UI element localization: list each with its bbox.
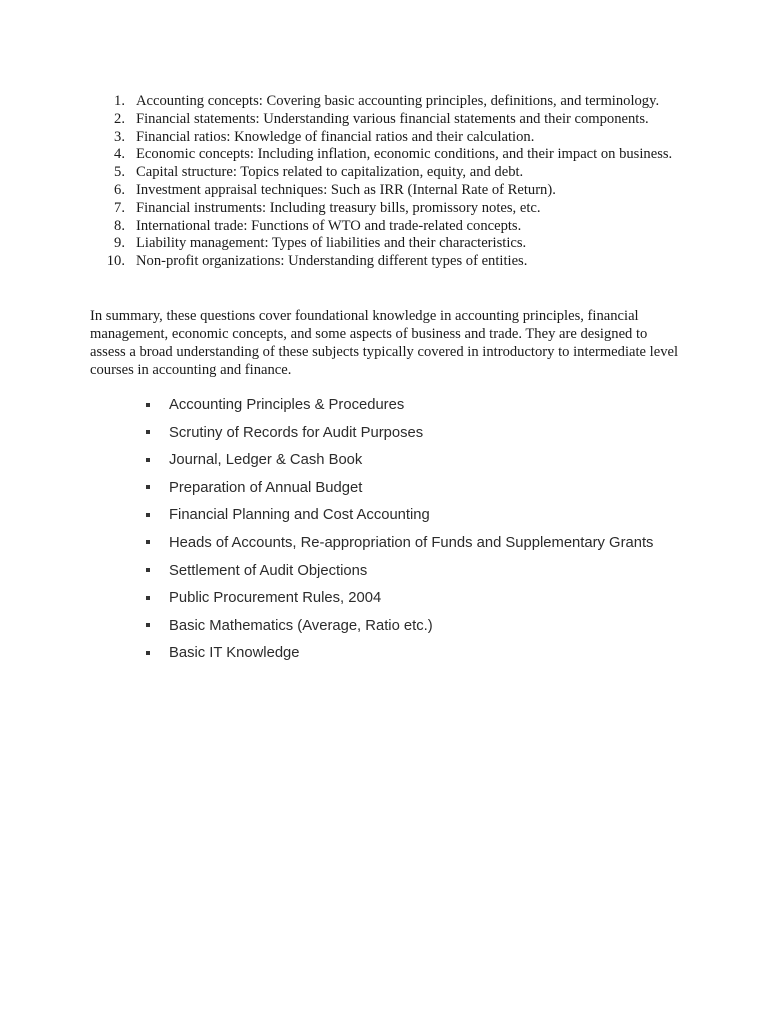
list-number: 7. [114,199,125,216]
list-number: 5. [114,164,125,181]
bullet-item-text: Accounting Principles & Procedures [169,397,405,413]
bullet-item [90,478,710,506]
square-bullet-icon [146,651,150,655]
bullet-item [90,533,710,561]
list-item [90,253,690,271]
list-number: 9. [114,235,125,252]
list-item-text: Investment appraisal techniques: Such as IRR (Internal Rate of Return). [136,181,556,198]
bullet-item [90,450,710,478]
bullet-item-text: Heads of Accounts, Re-appropriation of Funds and Supplementary Grants [169,534,654,551]
bullet-item-text: Settlement of Audit Objections [169,562,368,579]
list-item-text: Financial statements: Understanding various financial statements and their components. [136,110,649,127]
list-number: 6. [114,181,125,198]
bullet-item [90,505,710,533]
square-bullet-icon [146,596,150,600]
list-item [90,200,690,218]
list-number: 4. [114,146,125,163]
list-item-text: International trade: Functions of WTO and trade-related concepts. [136,217,522,234]
list-number: 3. [114,128,125,145]
bullet-item-text: Public Procurement Rules, 2004 [169,590,382,607]
square-bullet-icon [146,403,150,407]
list-item-text: Non-profit organizations: Understanding different types of entities. [136,253,528,270]
list-item [90,146,690,164]
square-bullet-icon [146,540,150,544]
bullet-item [90,616,710,644]
list-item-text: Financial ratios: Knowledge of financial ratios and their calculation. [136,128,535,145]
bullet-item-text: Basic Mathematics (Average, Ratio etc.) [169,617,433,634]
list-item [90,218,690,236]
list-number: 1. [114,93,125,109]
list-item [90,164,690,182]
list-item-text: Economic concepts: Including inflation, economic conditions, and their impact on business. [136,146,673,163]
summary-paragraph: In summary, these questions cover foundational knowledge in accounting principles, financial management, economic concepts, and some aspects of business and trade. They are designed to assess a broad understanding of these subjects typically covered in introductory to intermediate level courses in accounting and finance. [90,308,679,378]
list-number: 10. [106,253,125,270]
bullet-item-text: Preparation of Annual Budget [169,479,363,496]
list-item [90,235,690,253]
square-bullet-icon [146,568,150,572]
list-item-text: Financial instruments: Including treasury bills, promissory notes, etc. [136,199,541,216]
bullet-item [90,561,710,589]
bullet-item [90,588,710,616]
square-bullet-icon [146,485,150,489]
square-bullet-icon [146,513,150,517]
bullet-item [90,423,710,451]
bullet-item-text: Financial Planning and Cost Accounting [169,507,430,524]
square-bullet-icon [146,430,150,434]
bullet-item-text: Basic IT Knowledge [169,645,300,662]
bullet-item [90,643,710,671]
bullet-item [90,395,710,423]
list-number: 2. [114,110,125,127]
square-bullet-icon [146,623,150,627]
list-item [90,129,690,147]
list-item-text: Capital structure: Topics related to capitalization, equity, and debt. [136,164,524,181]
list-number: 8. [114,217,125,234]
syllabus-bullet-list [90,395,710,671]
list-item-text: Accounting concepts: Covering basic accounting principles, definitions, and terminology. [136,93,660,109]
topics-numbered-list [90,93,690,271]
list-item-text: Liability management: Types of liabilities and their characteristics. [136,235,527,252]
square-bullet-icon [146,458,150,462]
bullet-item-text: Journal, Ledger & Cash Book [169,452,363,469]
list-item [90,111,690,129]
list-item [90,93,690,111]
list-item [90,182,690,200]
bullet-item-text: Scrutiny of Records for Audit Purposes [169,424,424,441]
